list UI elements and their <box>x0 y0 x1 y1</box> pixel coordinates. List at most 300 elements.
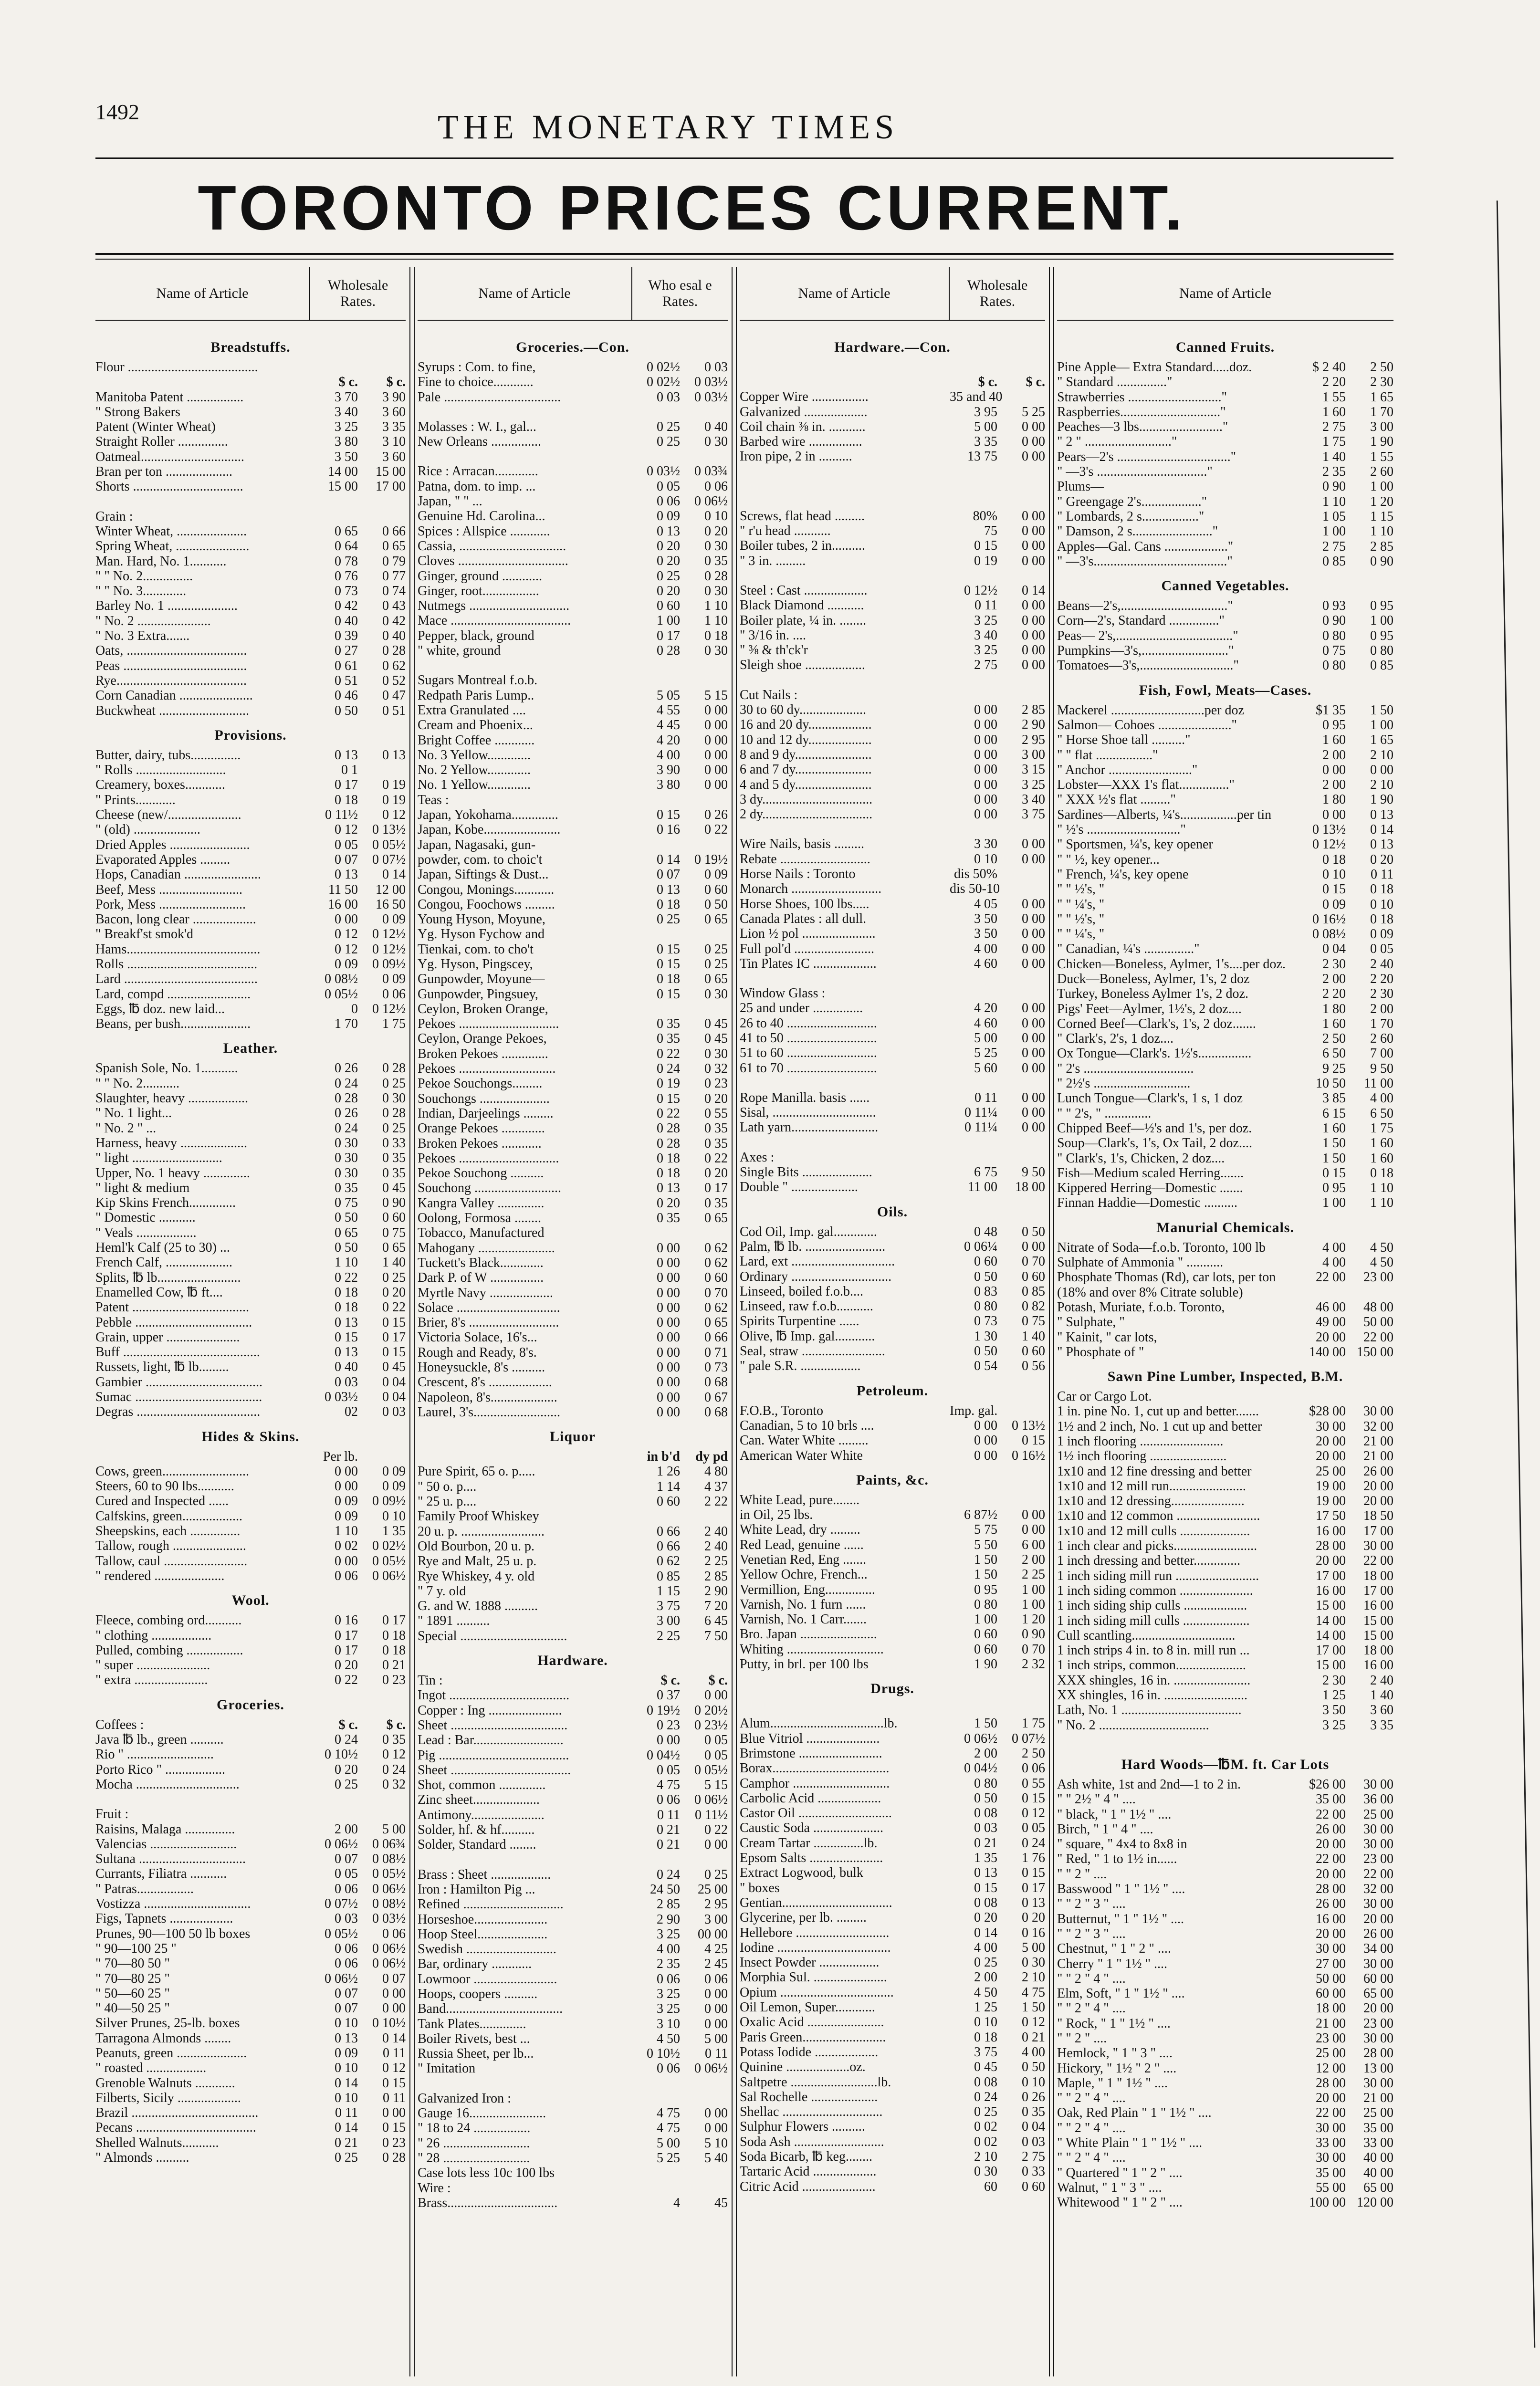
rate-low: 30 00 <box>1316 2120 1346 2135</box>
price-row <box>418 1897 728 1912</box>
article-name: Pekoe Souchong .......... <box>418 1166 544 1181</box>
rate-high: 35 00 <box>1363 2120 1393 2135</box>
article-name: Redpath Paris Lump.. <box>418 688 534 703</box>
rate-high: 0 35 <box>704 554 728 569</box>
article-name: Peas ..................................... <box>95 658 247 673</box>
price-row <box>1057 748 1393 763</box>
price-row <box>418 1763 728 1778</box>
rate-low: 0 00 <box>1322 762 1346 777</box>
article-name: Paris Green......................... <box>740 2030 886 2045</box>
rate-low: 1 00 <box>1322 524 1346 539</box>
rate-high: 21 00 <box>1363 1449 1393 1464</box>
rate-high: 0 25 <box>704 1867 728 1882</box>
rate-high: 0 18 <box>704 628 728 643</box>
article-name: " Damson, 2 s........................" <box>1057 524 1218 539</box>
price-row <box>95 1404 406 1419</box>
price-row <box>740 1299 1045 1314</box>
price-row <box>1057 2121 1393 2135</box>
rate-high: 0 00 <box>1022 1239 1045 1254</box>
header-name: Name of Article <box>798 285 890 301</box>
rate-high: 30 00 <box>1363 1404 1393 1419</box>
rate-high: 25 00 <box>698 1882 728 1897</box>
price-row <box>740 1314 1045 1329</box>
article-name: Patent (Winter Wheat) <box>95 419 216 435</box>
rate-high: 0 00 <box>704 1986 728 2001</box>
price-row <box>95 434 406 449</box>
rate-high: 0 00 <box>1022 1046 1045 1061</box>
price-row <box>418 1748 728 1763</box>
price-row <box>1057 807 1393 822</box>
article-name: " —3's ................................." <box>1057 464 1213 480</box>
article-name: Rice : Arracan............. <box>418 464 538 479</box>
section-title: Hard Woods—℔M. ft. Car Lots <box>1121 1756 1330 1772</box>
price-row <box>740 1612 1045 1627</box>
rate-high: 0 16½ <box>1012 1448 1045 1463</box>
price-row <box>95 2105 406 2120</box>
price-row <box>95 763 406 777</box>
rate-low: 1 75 <box>1322 434 1346 450</box>
rate-low: 6 15 <box>1322 1106 1346 1121</box>
rate-high: 20 00 <box>1363 1478 1393 1494</box>
rate-low: 3 90 <box>657 763 680 778</box>
price-row <box>740 1418 1045 1433</box>
article-name: Steel : Cast ................... <box>740 583 868 598</box>
rate-low: 2 35 <box>657 1957 680 1972</box>
rate-high: 0 00 <box>1022 1015 1045 1031</box>
article-name: Screws, flat head ......... <box>740 508 865 523</box>
rate-high: 0 35 <box>1022 2104 1045 2120</box>
price-row <box>740 1985 1045 2000</box>
rate-low: 16 00 <box>1316 1911 1346 1926</box>
article-name: Linseed, boiled f.o.b.... <box>740 1284 863 1299</box>
article-name: " 2's ................................. <box>1057 1061 1194 1076</box>
rate-low: 0 30 <box>335 1151 358 1166</box>
price-row <box>418 464 728 479</box>
price-row <box>1057 1285 1393 1300</box>
rate-high: 1 15 <box>1370 509 1393 524</box>
article-name: Bacon, long clear ................... <box>95 912 256 927</box>
rate-high: 0 95 <box>1370 628 1393 643</box>
price-row <box>418 1225 728 1240</box>
article-name: Syrups : Com. to fine, <box>418 360 536 375</box>
rate-low: 0 00 <box>657 1375 680 1390</box>
price-row <box>418 1390 728 1405</box>
page-number: 1492 <box>95 100 139 124</box>
price-row <box>95 1896 406 1911</box>
article-name: Axes : <box>740 1150 775 1165</box>
row-spacer <box>740 494 1045 509</box>
rate-high: 0 09 <box>382 1464 406 1479</box>
rate-high: 1 40 <box>382 1255 406 1270</box>
price-row <box>1057 1569 1393 1583</box>
article-name: Brier, 8's ........................... <box>418 1315 559 1330</box>
rate-high: 0 12½ <box>372 927 406 942</box>
rate-high: 0 17 <box>382 1329 406 1345</box>
article-name: " 70—80 50 " <box>95 1956 170 1971</box>
price-row <box>95 659 406 673</box>
rate-low: 0 39 <box>335 628 358 644</box>
price-row <box>418 972 728 986</box>
rate-high: 1 40 <box>1370 1688 1393 1703</box>
article-name: " Canadian, ¼'s ..............." <box>1057 942 1200 957</box>
article-name: 1x10 and 12 common ......................... <box>1057 1508 1260 1524</box>
rate-low: 0 00 <box>974 792 997 807</box>
section-heading <box>95 330 406 360</box>
rate-high: 0 30 <box>704 583 728 598</box>
rate-high: 1 00 <box>1370 613 1393 628</box>
rate-low: 1 60 <box>1322 1120 1346 1136</box>
rate-low: 0 13 <box>657 523 680 539</box>
price-row <box>418 822 728 837</box>
article-name: Whiting ............................. <box>740 1642 884 1657</box>
article-name: Soda Ash ........................... <box>740 2134 884 2149</box>
price-row <box>1057 1046 1393 1061</box>
rate-high: 0 70 <box>704 1285 728 1300</box>
price-row <box>418 554 728 568</box>
article-name: Spring Wheat, ...................... <box>95 539 250 554</box>
price-row <box>740 688 1045 702</box>
price-row <box>95 1941 406 1956</box>
rate-low: 0 00 <box>974 777 997 792</box>
price-row <box>95 837 406 852</box>
price-row <box>418 1300 728 1315</box>
price-row <box>95 405 406 419</box>
rate-low: 4 75 <box>657 1778 680 1793</box>
rate-low: 3 30 <box>974 837 997 852</box>
price-row <box>95 748 406 763</box>
price-row <box>740 1761 1045 1776</box>
section-title: Wool. <box>231 1592 270 1609</box>
rate-high: 65 00 <box>1363 1986 1393 2001</box>
rate-low: 0 09 <box>335 2045 358 2061</box>
row-spacer <box>418 2076 728 2091</box>
rate-high: 0 80 <box>1370 643 1393 659</box>
rate-high: 0 51 <box>382 703 406 718</box>
rate-high: 0 14 <box>1370 822 1393 837</box>
price-row <box>1057 524 1393 539</box>
column-header <box>95 267 406 321</box>
rate-low: Per lb. <box>323 1449 358 1464</box>
article-name: 1 inch strips, common..................... <box>1057 1658 1246 1673</box>
rate-high: 1 50 <box>1022 2000 1045 2015</box>
article-name: Tin Plates IC ................... <box>740 956 877 971</box>
rate-high: 5 25 <box>1022 404 1045 419</box>
price-row <box>1057 1538 1393 1553</box>
article-name: Indian, Darjeelings ......... <box>418 1106 554 1121</box>
rate-high: 0 50 <box>1022 1224 1045 1239</box>
rate-low: 0 15 <box>974 1880 997 1895</box>
article-name: Victoria Solace, 16's... <box>418 1330 537 1345</box>
rate-low: 0 00 <box>974 1418 997 1433</box>
article-name: Napoleon, 8's.................... <box>418 1390 557 1405</box>
rate-high: 0 45 <box>704 1031 728 1046</box>
price-row <box>95 2120 406 2135</box>
price-row <box>740 1239 1045 1254</box>
article-name: Boiler plate, ¼ in. ........ <box>740 613 867 628</box>
rate-low: 3 75 <box>657 1599 680 1614</box>
section-heading <box>740 1374 1045 1403</box>
price-row <box>418 2001 728 2016</box>
rate-low: 0 10½ <box>325 1747 358 1762</box>
rate-low: 0 13 <box>335 2030 358 2046</box>
price-row <box>1057 957 1393 972</box>
article-name: " 3 in. ......... <box>740 553 806 568</box>
article-name: Pekoes ............................. <box>418 1061 556 1077</box>
article-name: Tienkai, com. to cho't <box>418 942 534 957</box>
article-name: Beans—2's,................................" <box>1057 598 1233 614</box>
rate-low: 1 15 <box>657 1583 680 1599</box>
rate-low: 17 00 <box>1316 1643 1346 1658</box>
price-row <box>418 1091 728 1106</box>
article-name: F.O.B., Toronto <box>740 1403 823 1418</box>
rate-low: 1 10 <box>335 1255 358 1270</box>
rate-high: 0 12 <box>1022 1806 1045 1821</box>
price-row <box>95 2091 406 2105</box>
rate-low: 2 20 <box>1322 375 1346 390</box>
section-title: Leather. <box>223 1040 278 1057</box>
article-name: Nitrate of Soda—f.o.b. Toronto, 100 lb <box>1057 1240 1266 1255</box>
rate-high: 0 00 <box>1022 658 1045 673</box>
article-name: " No. 2 " ... <box>95 1120 157 1136</box>
article-name: 4 and 5 dy....................... <box>740 777 872 792</box>
article-name: Canada Plates : all dull. <box>740 911 867 926</box>
rate-high: 23 00 <box>1363 1270 1393 1285</box>
column-divider <box>1049 267 1054 2376</box>
price-row <box>95 598 406 613</box>
article-name: Pebble ................................... <box>95 1315 252 1330</box>
article-name: Shelled Walnuts........... <box>95 2135 219 2150</box>
rate-low: 16 00 <box>1316 1583 1346 1598</box>
article-name: Slaughter, heavy .................. <box>95 1091 249 1106</box>
rate-high: 2 10 <box>1370 747 1393 763</box>
article-name: Congou, Monings............ <box>418 882 555 897</box>
rate-high: 0 13 <box>1370 837 1393 852</box>
rate-low: 0 11 <box>335 2105 358 2121</box>
rate-high: 0 77 <box>382 568 406 584</box>
price-row <box>1057 912 1393 927</box>
section-heading <box>740 1463 1045 1493</box>
rate-low: 0 24 <box>657 1867 680 1882</box>
rate-high: 0 00 <box>1022 598 1045 613</box>
price-row <box>740 449 1045 464</box>
article-name: " " 2 " 3 " .... <box>1057 1896 1126 1912</box>
rate-high: 1 20 <box>1370 494 1393 509</box>
rate-low: 20 00 <box>1316 1449 1346 1464</box>
article-name: Tallow, caul ......................... <box>95 1553 248 1569</box>
rate-low: 20 00 <box>1316 1866 1346 1882</box>
rate-low: 0 08 <box>974 1806 997 1821</box>
article-name: 1 inch flooring ......................... <box>1057 1434 1224 1449</box>
price-row <box>418 793 728 807</box>
rate-low: 0 15 <box>1322 1165 1346 1181</box>
article-name: Duck—Boneless, Aylmer, 1's, 2 doz <box>1057 971 1250 986</box>
section-title: Fish, Fowl, Meats—Cases. <box>1139 682 1312 698</box>
rate-high: 3 35 <box>382 419 406 435</box>
column-1 <box>95 267 406 2376</box>
rate-high: 0 00 <box>1022 419 1045 434</box>
article-name: Souchong .......................... <box>418 1181 561 1196</box>
rate-low: 0 19 <box>657 1076 680 1091</box>
rate-high: 22 00 <box>1363 1866 1393 1882</box>
rate-high: 0 00 <box>1022 523 1045 539</box>
article-name: " 25 u. p.... <box>418 1494 477 1509</box>
rate-low: 6 75 <box>974 1165 997 1180</box>
article-name: Saltpetre ..........................lb. <box>740 2074 891 2090</box>
rate-high: 7 50 <box>704 1628 728 1643</box>
rate-high: 9 50 <box>1022 1165 1045 1180</box>
rate-high: 0 65 <box>704 1211 728 1226</box>
article-name: Camphor ............................. <box>740 1776 890 1791</box>
article-name: Copper : Ing ...................... <box>418 1703 562 1718</box>
article-name: " 18 to 24 ................. <box>418 2121 531 2136</box>
rate-low: 0 04 <box>1322 942 1346 957</box>
rate-high: 32 00 <box>1363 1882 1393 1897</box>
price-row <box>95 1166 406 1181</box>
rate-low: 0 06 <box>335 1941 358 1956</box>
price-row <box>95 972 406 986</box>
price-row <box>740 1016 1045 1031</box>
rate-high: 2 40 <box>704 1538 728 1554</box>
rate-low: 22 00 <box>1316 1807 1346 1822</box>
rate-low: 0 05 <box>335 1866 358 1882</box>
rate-high: 0 30 <box>704 986 728 1002</box>
rate-high: 0 30 <box>704 538 728 554</box>
rate-high: 0 09 <box>1370 927 1393 942</box>
rate-low: 0 15 <box>657 1091 680 1106</box>
rate-low: 17 50 <box>1316 1508 1346 1524</box>
rate-high: 3 00 <box>704 1912 728 1927</box>
rate-low: 1 50 <box>974 1716 997 1731</box>
rate-high: 2 00 <box>1022 1552 1045 1567</box>
price-row <box>1057 1837 1393 1852</box>
row-spacer <box>740 1076 1045 1090</box>
rate-low: 0 17 <box>335 777 358 793</box>
article-name: Manitoba Patent ................. <box>95 389 244 405</box>
article-name: 1 inch siding ship culls ................... <box>1057 1598 1247 1613</box>
article-name: Oats, .................................... <box>95 643 247 659</box>
price-row <box>1057 1240 1393 1255</box>
rate-high: 0 00 <box>704 777 728 793</box>
price-row <box>95 1076 406 1091</box>
article-name: Tin : <box>418 1673 443 1688</box>
price-row <box>95 569 406 584</box>
article-name: Silver Prunes, 25-lb. boxes <box>95 2016 240 2031</box>
article-name: Whitewood " 1 " 2 " .... <box>1057 2195 1183 2210</box>
rate-low: 0 08 <box>974 1895 997 1910</box>
article-name: Tartaric Acid ................... <box>740 2164 877 2179</box>
column-4 <box>1057 267 1393 2376</box>
article-name: Creamery, boxes............ <box>95 777 225 793</box>
rate-high: 17 00 <box>376 479 406 494</box>
rate-low: 0 80 <box>1322 658 1346 673</box>
price-row <box>740 1448 1045 1463</box>
rate-high: 0 30 <box>1022 1955 1045 1970</box>
price-row <box>740 1001 1045 1015</box>
rate-low: 0 14 <box>974 1925 997 1940</box>
article-name: Vermillion, Eng............... <box>740 1582 875 1597</box>
price-row <box>1057 2061 1393 2076</box>
rate-low: 0 12 <box>335 927 358 942</box>
rate-low: 22 00 <box>1316 1270 1346 1285</box>
article-name: " 28 .......................... <box>418 2150 530 2166</box>
price-row <box>95 1181 406 1195</box>
price-row <box>1057 539 1393 554</box>
article-name: Fruit : <box>95 1807 129 1822</box>
price-row <box>418 1181 728 1195</box>
rate-high: 15 00 <box>1363 1628 1393 1643</box>
rate-high: 0 00 <box>382 2105 406 2121</box>
rate-low: 4 60 <box>974 1015 997 1031</box>
article-name: Beans, per bush..................... <box>95 1016 251 1032</box>
article-name: " No. 3 Extra....... <box>95 628 190 644</box>
rate-low: 5 60 <box>974 1060 997 1076</box>
article-name: Java ℔ lb., green .......... <box>95 1732 224 1748</box>
price-row <box>1057 942 1393 956</box>
rate-low: 0 25 <box>657 434 680 450</box>
rate-high: 2 32 <box>1022 1657 1045 1672</box>
rate-high: 0 13 <box>1022 1895 1045 1910</box>
rate-high: 0 00 <box>704 733 728 748</box>
section-title: Paints, &c. <box>856 1472 929 1488</box>
rate-low: 0 18 <box>657 1166 680 1181</box>
article-name: " " 2 " .... <box>1057 2030 1107 2046</box>
rate-low: 21 00 <box>1316 2016 1346 2031</box>
price-row <box>1057 1255 1393 1270</box>
price-row <box>418 1345 728 1360</box>
price-row <box>1057 1330 1393 1345</box>
article-name: No. 3 Yellow............. <box>418 747 531 763</box>
article-name: Coil chain ⅜ in. ........... <box>740 419 866 434</box>
price-row <box>418 2151 728 2166</box>
article-name: " " 2's, " .............. <box>1057 1106 1152 1121</box>
rate-high: 25 00 <box>1363 1807 1393 1822</box>
article-name: Sultana ................................ <box>95 1852 246 1867</box>
rate-high: 0 65 <box>704 912 728 927</box>
price-row <box>740 1180 1045 1194</box>
article-name: 51 to 60 ........................... <box>740 1046 877 1061</box>
price-row <box>418 1375 728 1390</box>
price-row <box>1057 897 1393 912</box>
rate-high: 0 47 <box>382 688 406 703</box>
price-row <box>740 942 1045 956</box>
article-name: " light ........................... <box>95 1151 222 1166</box>
rate-high: 50 00 <box>1363 1315 1393 1330</box>
article-name: Broken Pekoes ............ <box>418 1136 542 1151</box>
price-row <box>1057 1419 1393 1434</box>
article-name: " Sportsmen, ¼'s, key opener <box>1057 837 1213 852</box>
article-name: Buckwheat ........................... <box>95 703 249 718</box>
rate-high: 0 00 <box>1022 911 1045 926</box>
price-row <box>1057 763 1393 777</box>
price-row <box>1057 494 1393 509</box>
article-name: 61 to 70 ........................... <box>740 1060 877 1076</box>
rate-high: 0 09 <box>382 912 406 927</box>
price-row <box>1057 450 1393 464</box>
price-row <box>418 1703 728 1718</box>
rate-high: 6 45 <box>704 1613 728 1629</box>
rate-high: 0 60 <box>1022 2179 1045 2194</box>
rate-low: 2 30 <box>1322 956 1346 972</box>
price-row <box>418 927 728 942</box>
rate-low: 0 60 <box>657 598 680 614</box>
section-title: Liquor <box>549 1429 596 1445</box>
article-name: Full pol'd ........................ <box>740 941 874 956</box>
price-row <box>95 897 406 912</box>
rate-high: 0 14 <box>382 867 406 882</box>
price-row <box>1057 1494 1393 1508</box>
rate-low: 0 25 <box>335 2150 358 2166</box>
rate-low: 0 16 <box>335 1613 358 1628</box>
